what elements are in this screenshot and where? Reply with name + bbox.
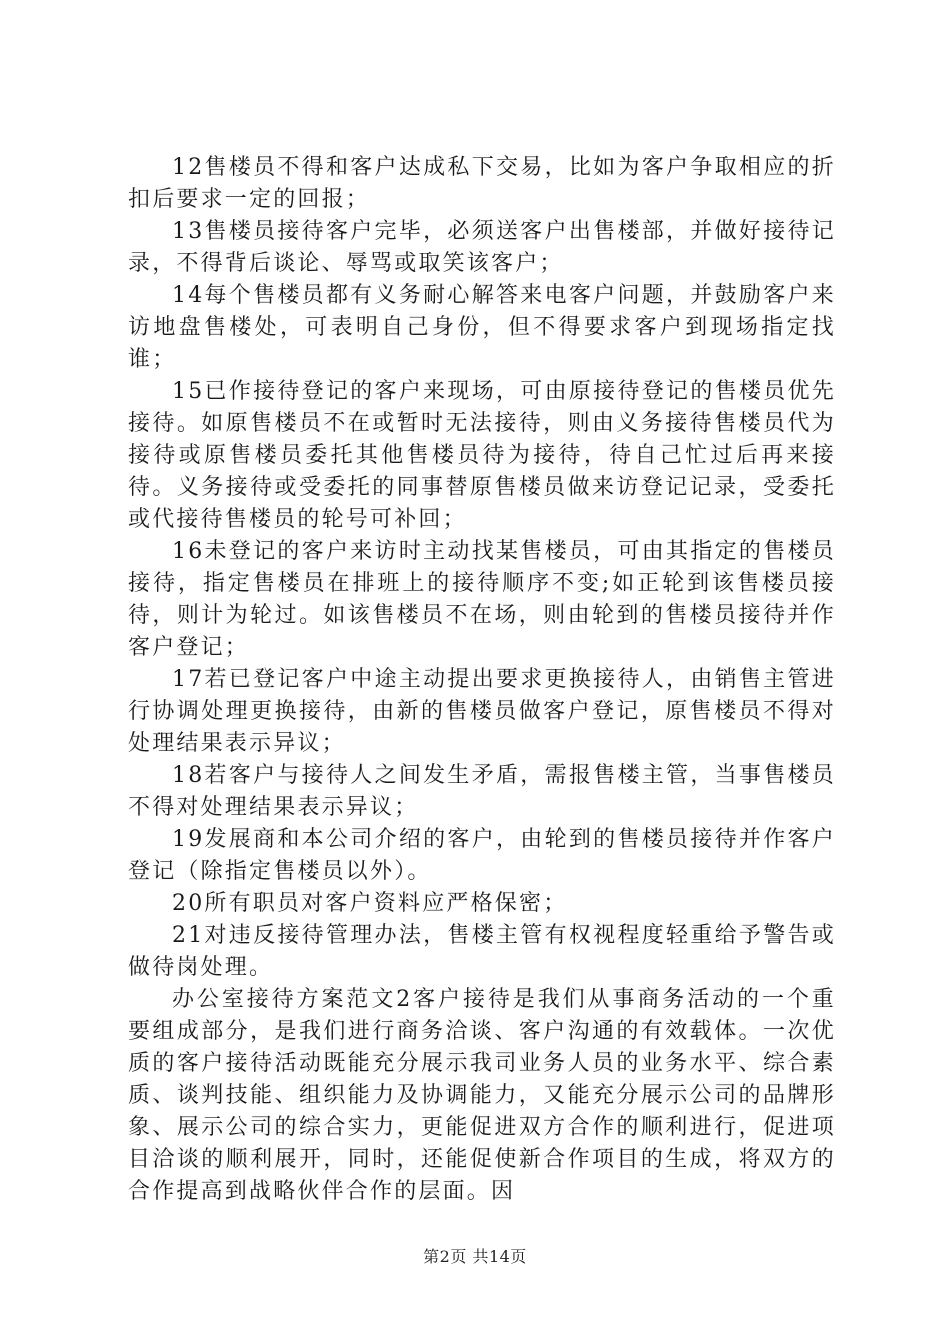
page-number-footer: 第2页 共14页 [423,1247,527,1266]
paragraph-19: 19发展商和本公司介绍的客户，由轮到的售楼员接待并作客户登记（除指定售楼员以外）。 [128,827,836,884]
paragraph-18: 18若客户与接待人之间发生矛盾，需报售楼主管，当事售楼员不得对处理结果表示异议； [128,763,836,820]
paragraph-21: 21对违反接待管理办法，售楼主管有权视程度轻重给予警告或做待岗处理。 [128,923,836,980]
paragraph-14: 14每个售楼员都有义务耐心解答来电客户问题，并鼓励客户来访地盘售楼处，可表明自己身份，但不得要求客户到现场指定找谁； [128,283,836,372]
document-body [128,152,836,1208]
paragraph-20: 20所有职员对客户资料应严格保密； [172,891,568,916]
paragraph-17: 17若已登记客户中途主动提出要求更换接待人，由销售主管进行协调处理更换接待，由新的售楼员做客户登记，原售楼员不得对处理结果表示异议； [128,667,836,756]
paragraph-12: 12售楼员不得和客户达成私下交易，比如为客户争取相应的折扣后要求一定的回报； [128,155,836,212]
paragraph-16: 16未登记的客户来访时主动找某售楼员，可由其指定的售楼员接待，指定售楼员在排班上的接待顺序不变;如正轮到该售楼员接待，则计为轮过。如该售楼员不在场，则由轮到的售楼员接待并作客户登记； [128,539,836,660]
paragraph-15: 15已作接待登记的客户来现场，可由原接待登记的售楼员优先接待。如原售楼员不在或暂时无法接待，则由义务接待售楼员代为接待或原售楼员委托其他售楼员待为接待，待自己忙过后再来接待。义务接待或受委托的同事替原售楼员做来访登记记录，受委托或代接待售楼员的轮号可补回； [128,379,836,532]
paragraph-13: 13售楼员接待客户完毕，必须送客户出售楼部，并做好接待记录，不得背后谈论、辱骂或取笑该客户； [128,219,836,276]
paragraph-reception-plan: 办公室接待方案范文2客户接待是我们从事商务活动的一个重要组成部分，是我们进行商务洽谈、客户沟通的有效载体。一次优质的客户接待活动既能充分展示我司业务人员的业务水平、综合素质、谈判技能、组织能力及协调能力，又能充分展示公司的品牌形象、展示公司的综合实力，更能促进双方合作的顺利进行，促进项目洽谈的顺利展开，同时，还能促使新合作项目的生成，将双方的合作提高到战略伙伴合作的层面。因 [128,987,836,1204]
